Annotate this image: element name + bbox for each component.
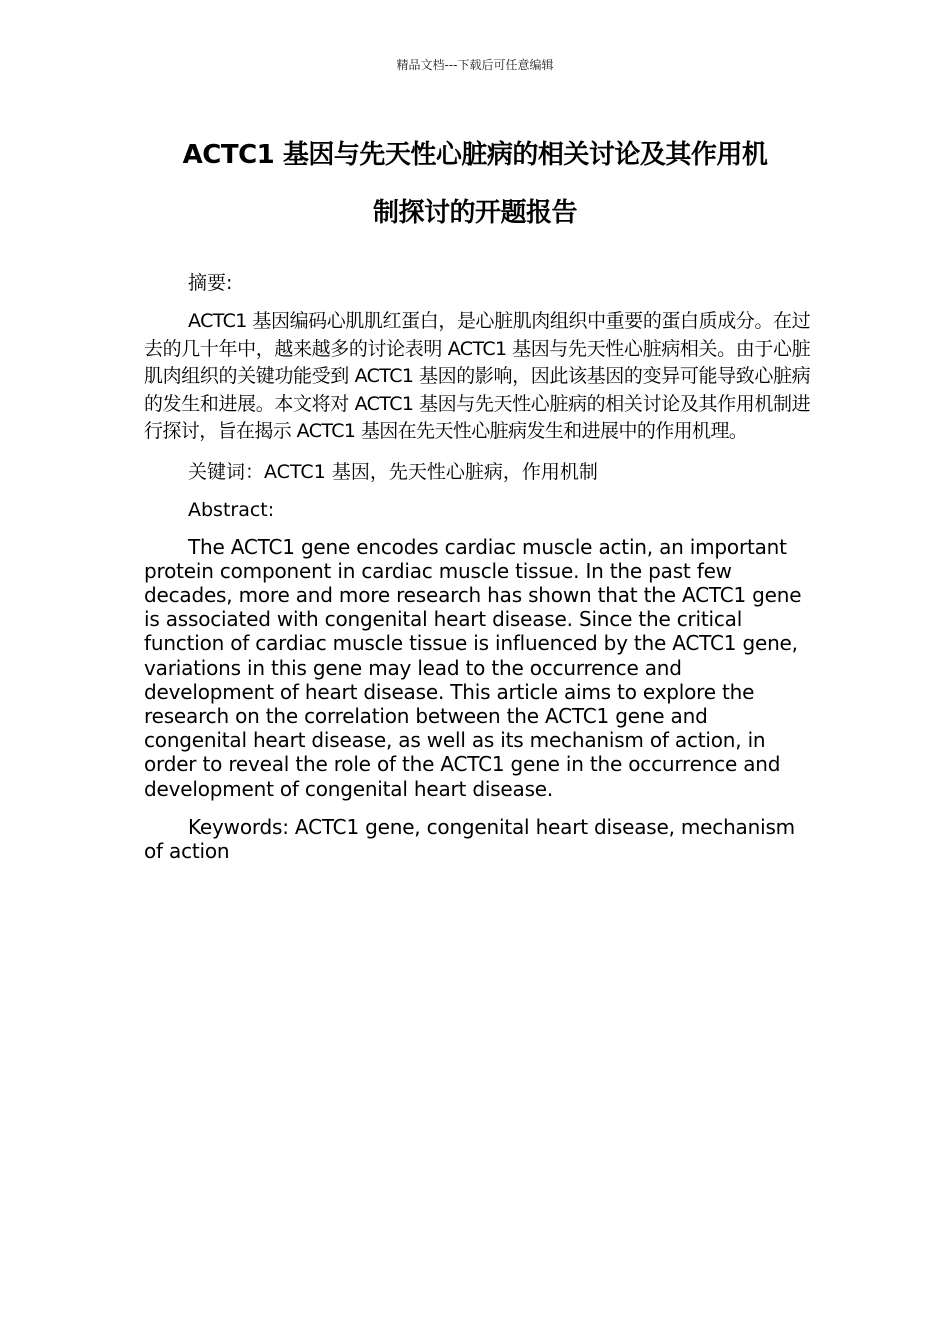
header-note: 精品文档---下载后可任意编辑	[396, 58, 554, 72]
keywords-cn: 关键词：ACTC1 基因，先天性心脏病，作用机制	[188, 460, 598, 483]
abstract-en-text: The ACTC1 gene encodes cardiac muscle actin, an important protein component in cardiac muscle tissue. In the past few decades, more and more research has shown that the ACTC1 gene is associated with congenital heart disease. Since the critical function of cardiac muscle tissue is influenced by the ACTC1 gene, variations in this gene may lead to the occurrence and development of heart disease. This article aims to explore the research on the correlation between the ACTC1 gene and congenital heart disease, as well as its mechanism of action, in order to reveal the role of the ACTC1 gene in the occurrence and development of congenital heart disease.	[144, 534, 802, 801]
abstract-en-label: Abstract:	[188, 498, 275, 521]
abstract-cn-text: ACTC1 基因编码心肌肌红蛋白，是心脏肌肉组织中重要的蛋白质成分。在过去的几十年中，越来越多的讨论表明 ACTC1 基因与先天性心脏病相关。由于心脏肌肉组织的关键功能受到 ACTC1 基因的影响，因此该基因的变异可能导致心脏病的发生和进展。本文将对 ACTC1 基因与先天性心脏病的相关讨论及其作用机制进行探讨，旨在揭示 ACTC1 基因在先天性心脏病发生和进展中的作用机理。	[144, 310, 810, 442]
abstract-cn-label: 摘要:	[188, 272, 233, 294]
document-title-line-1: ACTC1 基因与先天性心脏病的相关讨论及其作用机	[182, 140, 768, 170]
document-body	[144, 270, 810, 863]
keywords-en: Keywords: ACTC1 gene, congenital heart disease, mechanism of action	[144, 814, 795, 863]
document-title-line-2: 制探讨的开题报告	[372, 198, 577, 228]
